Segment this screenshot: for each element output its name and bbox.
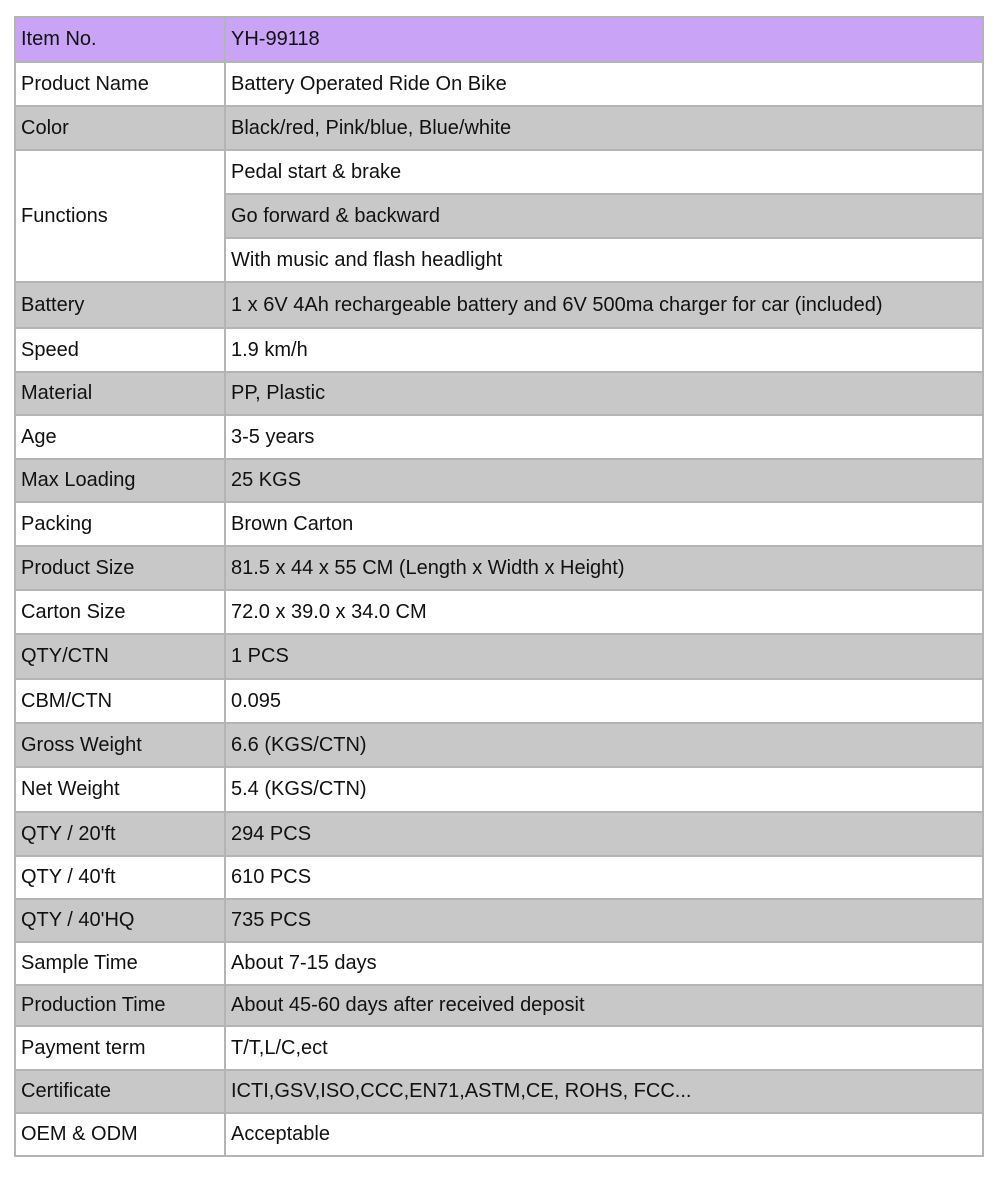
table-row [15, 812, 983, 856]
row-value: T/T,L/C,ect [225, 1026, 983, 1070]
table-row [15, 546, 983, 590]
table-row [15, 328, 983, 372]
table-row [15, 942, 983, 985]
table-row [15, 1026, 983, 1070]
row-label: Battery [15, 282, 225, 328]
table-row [15, 502, 983, 546]
table-row [15, 459, 983, 502]
table-row [15, 150, 983, 194]
row-label: QTY / 40'ft [15, 856, 225, 899]
row-value: 72.0 x 39.0 x 34.0 CM [225, 590, 983, 634]
row-value: Brown Carton [225, 502, 983, 546]
row-value: 1 PCS [225, 634, 983, 679]
table-row [15, 372, 983, 415]
row-label: Product Name [15, 62, 225, 106]
product-spec-table [14, 16, 984, 1157]
row-value: Pedal start & brake [225, 150, 983, 194]
table-row [15, 679, 983, 723]
row-label: Material [15, 372, 225, 415]
row-label: Product Size [15, 546, 225, 590]
table-row [15, 62, 983, 106]
row-value: 3-5 years [225, 415, 983, 459]
table-row [15, 106, 983, 150]
header-label: Item No. [15, 17, 225, 62]
row-label: Color [15, 106, 225, 150]
row-label: Age [15, 415, 225, 459]
row-value: 1 x 6V 4Ah rechargeable battery and 6V 500ma charger for car (included) [225, 282, 983, 328]
row-value: Battery Operated Ride On Bike [225, 62, 983, 106]
row-value: 6.6 (KGS/CTN) [225, 723, 983, 767]
table-row [15, 590, 983, 634]
row-label: QTY / 20'ft [15, 812, 225, 856]
row-label: OEM & ODM [15, 1113, 225, 1156]
row-value: 81.5 x 44 x 55 CM (Length x Width x Height) [225, 546, 983, 590]
row-value: 0.095 [225, 679, 983, 723]
row-value: ICTI,GSV,ISO,CCC,EN71,ASTM,CE, ROHS, FCC... [225, 1070, 983, 1113]
row-value: 610 PCS [225, 856, 983, 899]
table-row [15, 767, 983, 812]
row-label: QTY/CTN [15, 634, 225, 679]
row-value: 735 PCS [225, 899, 983, 942]
row-value: PP, Plastic [225, 372, 983, 415]
row-label: Sample Time [15, 942, 225, 985]
row-label: QTY / 40'HQ [15, 899, 225, 942]
row-label: Packing [15, 502, 225, 546]
table-header-row [15, 17, 983, 62]
row-value: Black/red, Pink/blue, Blue/white [225, 106, 983, 150]
table-row [15, 282, 983, 328]
row-value: About 7-15 days [225, 942, 983, 985]
row-label: Certificate [15, 1070, 225, 1113]
row-label: Net Weight [15, 767, 225, 812]
table-row [15, 1113, 983, 1156]
table-row [15, 415, 983, 459]
row-label: Max Loading [15, 459, 225, 502]
row-label: Carton Size [15, 590, 225, 634]
row-label: Functions [15, 150, 225, 282]
row-label: CBM/CTN [15, 679, 225, 723]
table-row [15, 1070, 983, 1113]
row-value: Go forward & backward [225, 194, 983, 238]
table-row [15, 723, 983, 767]
row-label: Speed [15, 328, 225, 372]
row-value: 25 KGS [225, 459, 983, 502]
row-value: Acceptable [225, 1113, 983, 1156]
row-value: With music and flash headlight [225, 238, 983, 282]
row-value: 1.9 km/h [225, 328, 983, 372]
row-label: Production Time [15, 985, 225, 1026]
table-row [15, 985, 983, 1026]
table-row [15, 634, 983, 679]
table-row [15, 856, 983, 899]
table-row [15, 899, 983, 942]
row-value: About 45-60 days after received deposit [225, 985, 983, 1026]
row-value: 5.4 (KGS/CTN) [225, 767, 983, 812]
row-label: Gross Weight [15, 723, 225, 767]
row-label: Payment term [15, 1026, 225, 1070]
row-value: 294 PCS [225, 812, 983, 856]
header-value: YH-99118 [225, 17, 983, 62]
